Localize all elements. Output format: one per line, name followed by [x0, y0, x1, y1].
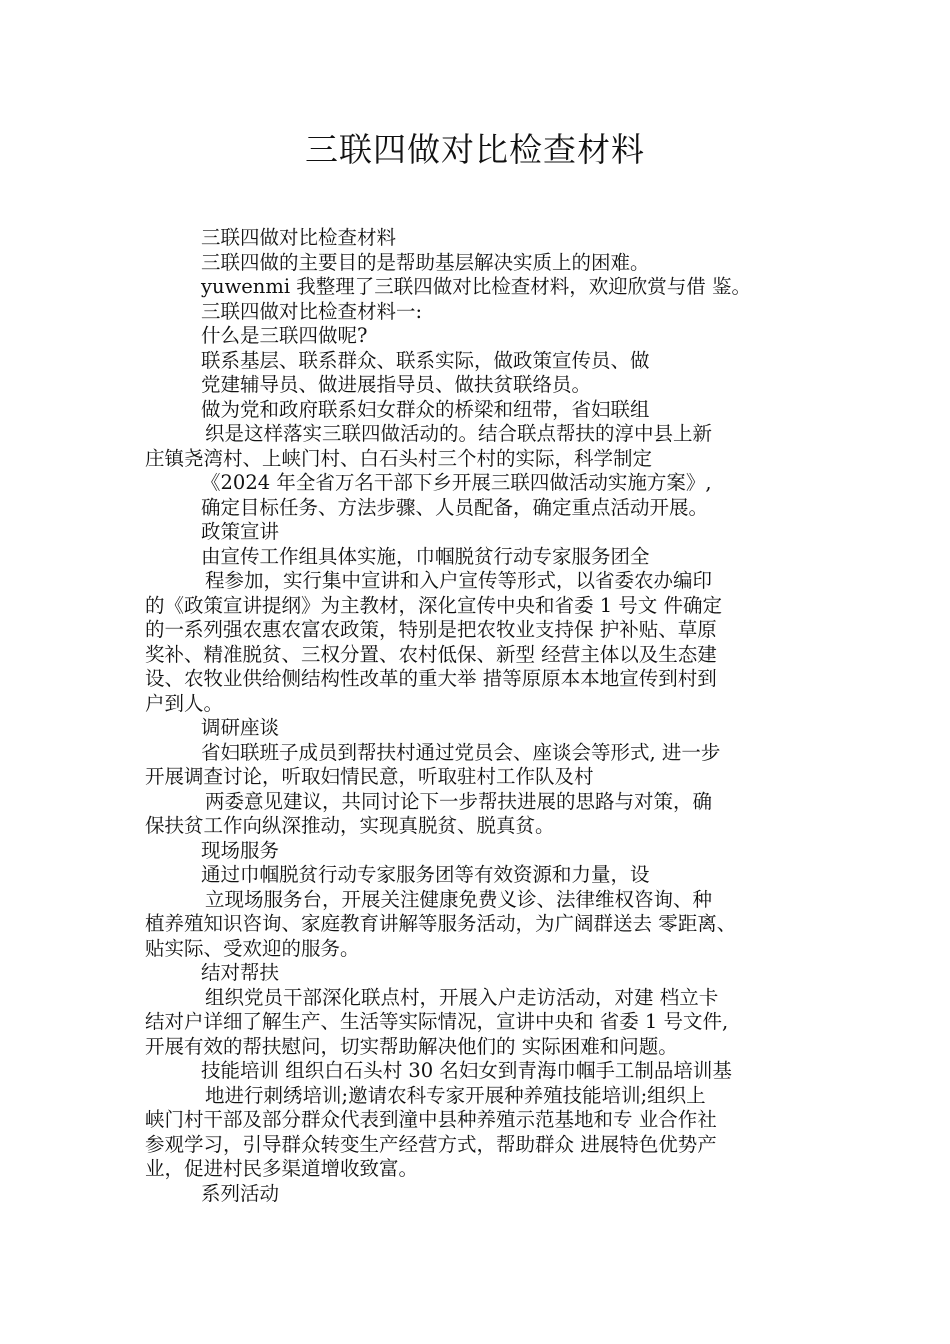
- text-line: 参观学习，引导群众转变生产经营方式，帮助群众 进展特色优势产: [145, 1132, 717, 1156]
- text-line: 《2024 年全省万名干部下乡开展三联四做活动实施方案》,: [201, 471, 712, 494]
- document-body: [145, 226, 815, 1206]
- text-line: 地进行刺绣培训;邀请农科专家开展种养殖技能培训;组织上: [205, 1083, 706, 1107]
- text-line: 立现场服务台，开展关注健康免费义诊、法律维权咨询、种: [205, 887, 713, 911]
- text-line: 业，促进村民多渠道增收致富。: [145, 1157, 419, 1180]
- text-line: 设、农牧业供给侧结构性改革的重大举 措等原原本本地宣传到村到: [145, 667, 717, 690]
- text-line: 奖补、精准脱贫、三权分置、农村低保、新型 经营主体以及生态建: [145, 642, 717, 666]
- text-line: 调研座谈: [201, 716, 280, 739]
- text-line: 开展调查讨论，听取妇情民意，听取驻村工作队及村: [145, 765, 594, 788]
- text-line: 三联四做的主要目的是帮助基层解决实质上的困难。: [201, 250, 650, 274]
- text-line: 系列活动: [201, 1181, 280, 1205]
- text-line: 三联四做对比检查材料一:: [201, 299, 423, 323]
- text-line: 组织党员干部深化联点村，开展入户走访活动，对建 档立卡: [205, 985, 719, 1009]
- text-line: 的《政策宣讲提纲》为主教材，深化宣传中央和省委 1 号文 件确定: [145, 593, 723, 617]
- text-line: 两委意见建议，共同讨论下一步帮扶进展的思路与对策，确: [205, 789, 713, 813]
- text-line: 结对帮扶: [201, 961, 280, 984]
- text-line: 什么是三联四做呢?: [201, 324, 368, 347]
- text-line: 贴实际、受欢迎的服务。: [145, 936, 360, 960]
- text-line: 程参加，实行集中宣讲和入户宣传等形式，以省委农办编印: [205, 569, 713, 592]
- text-line: 保扶贫工作向纵深推动，实现真脱贫、脱真贫。: [145, 814, 555, 837]
- text-line: 织是这样落实三联四做活动的。结合联点帮扶的淳中县上新: [205, 422, 713, 445]
- text-line: 由宣传工作组具体实施，巾帼脱贫行动专家服务团全: [201, 544, 650, 568]
- text-line: 技能培训 组织白石头村 30 名妇女到青海巾帼手工制品培训基: [201, 1059, 732, 1082]
- text-line: yuwenmi 我整理了三联四做对比检查材料，欢迎欣赏与借 鉴。: [201, 275, 751, 298]
- text-line: 结对户详细了解生产、生活等实际情况，宣讲中央和 省委 1 号文件,: [145, 1010, 729, 1033]
- text-line: 省妇联班子成员到帮扶村通过党员会、座谈会等形式, 进一步: [201, 740, 721, 764]
- text-line: 户到人。: [145, 691, 224, 715]
- text-line: 庄镇尧湾村、上峡门村、白石头村三个村的实际，科学制定: [145, 446, 653, 470]
- text-line: 峡门村干部及部分群众代表到潼中县种养殖示范基地和专 业合作社: [145, 1108, 717, 1131]
- text-line: 现场服务: [201, 838, 280, 862]
- text-line: 通过巾帼脱贫行动专家服务团等有效资源和力量，设: [201, 863, 650, 886]
- text-line: 政策宣讲: [201, 520, 280, 543]
- text-line: 做为党和政府联系妇女群众的桥梁和纽带，省妇联组: [201, 397, 650, 421]
- text-line: 三联四做对比检查材料: [201, 226, 397, 249]
- text-line: 植养殖知识咨询、家庭教育讲解等服务活动，为广阔群送去 零距离、: [145, 912, 737, 935]
- document-title: 三联四做对比检查材料: [305, 130, 645, 169]
- text-line: 确定目标任务、方法步骤、人员配备，确定重点活动开展。: [201, 495, 709, 519]
- text-line: 开展有效的帮扶慰问，切实帮助解决他们的 实际困难和问题。: [145, 1034, 678, 1058]
- text-line: 的一系列强农惠农富农政策，特别是把农牧业支持保 护补贴、草原: [145, 618, 717, 641]
- text-line: 党建辅导员、做进展指导员、做扶贫联络员。: [201, 373, 592, 396]
- text-line: 联系基层、联系群众、联系实际，做政策宣传员、做: [201, 348, 650, 372]
